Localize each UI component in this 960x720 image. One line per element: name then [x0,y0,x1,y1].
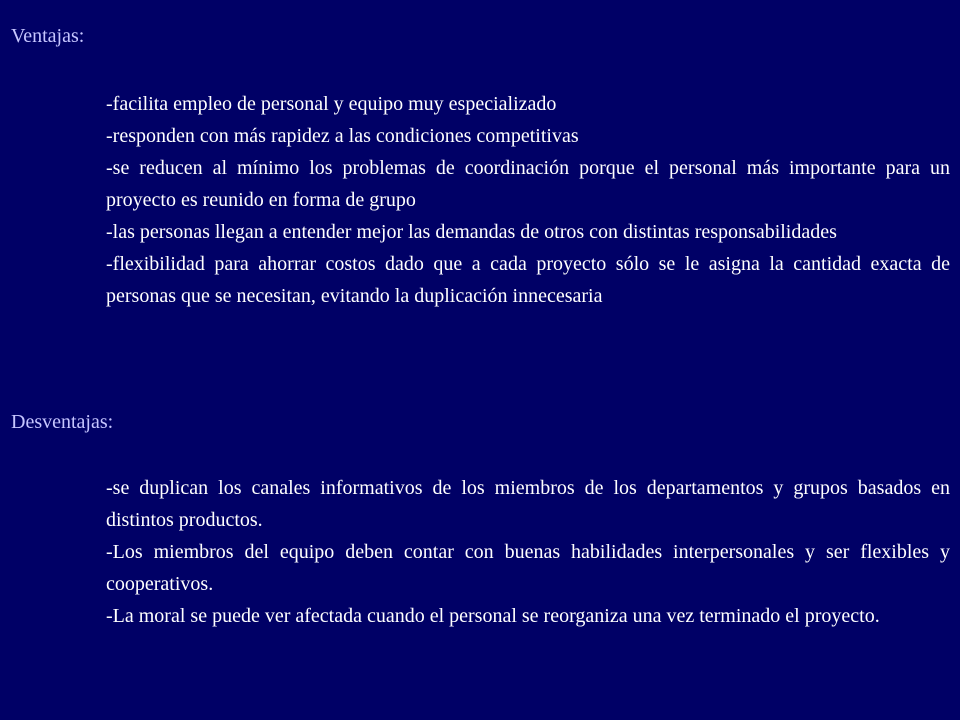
ventajas-item-3: -se reducen al mínimo los problemas de coordinación porque el personal más importante para un proyecto es reunido en forma de grupo [106,157,950,211]
desventajas-item-1: -se duplican los canales informativos de los miembros de los departamentos y grupos basados en distintos productos. [106,477,950,531]
desventajas-item-3: -La moral se puede ver afectada cuando el personal se reorganiza una vez terminado el proyecto. [106,605,880,627]
ventajas-item-2: -responden con más rapidez a las condiciones competitivas [106,125,579,147]
ventajas-item-1: -facilita empleo de personal y equipo muy especializado [106,93,557,115]
ventajas-item-4: -las personas llegan a entender mejor las demandas de otros con distintas responsabilidades [106,221,837,243]
ventajas-heading: Ventajas: [11,25,85,47]
desventajas-heading: Desventajas: [11,411,114,433]
desventajas-item-2: -Los miembros del equipo deben contar con buenas habilidades interpersonales y ser flexibles y cooperativos. [106,541,950,595]
ventajas-item-5: -flexibilidad para ahorrar costos dado que a cada proyecto sólo se le asigna la cantidad exacta de personas que se necesitan, evitando la duplicación innecesaria [106,253,950,307]
desventajas-list [106,472,950,632]
ventajas-list [106,88,950,312]
